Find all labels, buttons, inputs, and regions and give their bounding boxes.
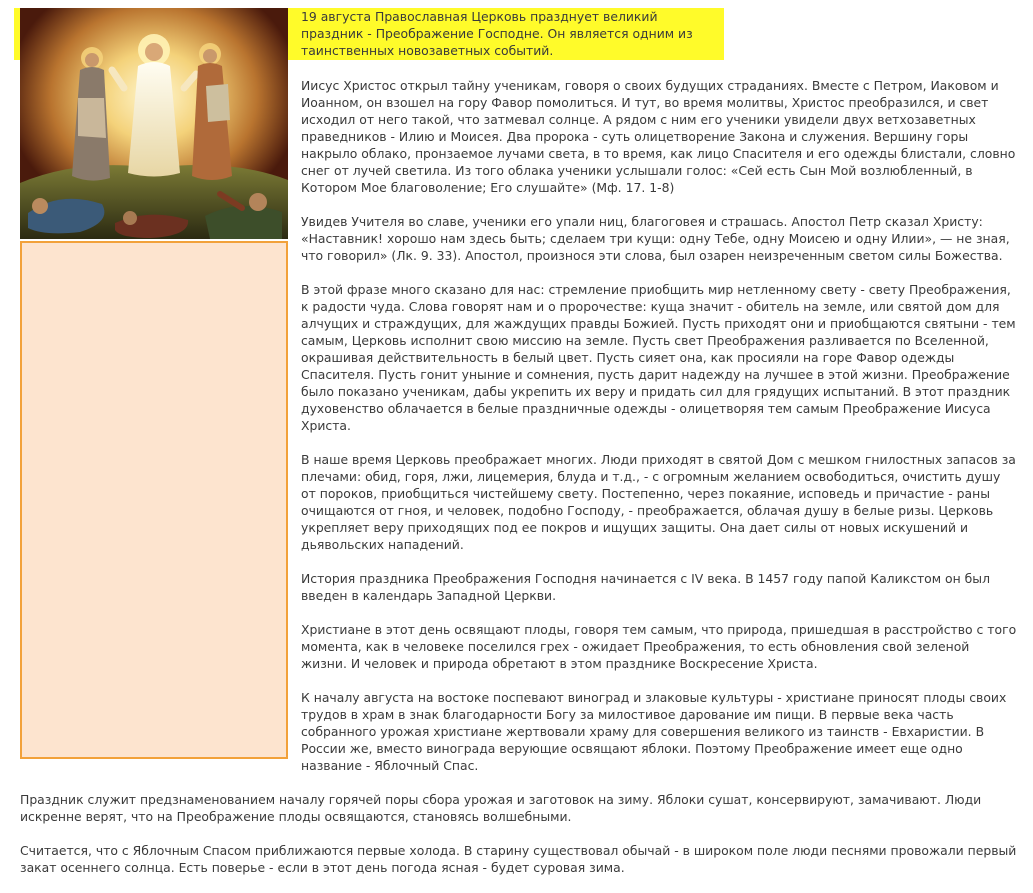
- article-sidebar: [20, 8, 292, 759]
- article-paragraph: К началу августа на востоке поспевают виноград и злаковые культуры - христиане приносят плоды своих трудов в храм в знак благодарности Богу за милостивое дарование им пищи. В первые века часть собранного урожая христиане жертвовали храму для совершения великого из таинств - Евхаристии. В России же, вместо винограда верующие освящают яблоки. Поэтому Преображение имеет еще одно название - Яблочный Спас.: [301, 690, 1007, 773]
- article-paragraph: Христиане в этот день освящают плоды, говоря тем самым, что природа, пришедшая в расстройство с того момента, как в человеке поселился грех - ожидает Преображения, то есть обновления свой зеленой жизни. И человек и природа обретают в этом празднике Воскресение Христа.: [301, 622, 1017, 671]
- article-paragraph: В этой фразе много сказано для нас: стремление приобщить мир нетленному свету - свету Преображения, к радости чуда. Слова говорят нам и о пророчестве: куща значит - обитель на земле, или святой дом для алчущих и страждущих, для жаждущих правды Божией. Пусть приходят они и приобщаются святыни - тем самым, Церковь исполнит свою миссию на земле. Пусть свет Преображения разливается по Вселенной, окрашивая действительность в белый цвет. Пусть сияет она, как просияли на горе Фавор одежды Спасителя. Пусть гонит уныние и сомнения, пусть дарит надежду на лучшее в этой жизни. Преображение было показано ученикам, дабы укрепить их веру и придать сил для грядущих испытаний. В этот праздник духовенство облачается в белые праздничные одежды - олицетворяя тем самым Преображение Иисуса Христа.: [301, 282, 1016, 433]
- article-paragraph: В наше время Церковь преображает многих. Люди приходят в святой Дом с мешком гнилостных запасов за плечами: обид, горя, лжи, лицемерия, блуда и т.д., - с огромным желанием освободиться, очистить душу от пороков, приобщиться чистейшему свету. Постепенно, через покаяние, исповедь и причастие - раны очищаются от гноя, и человек, подобно Господу, - преображается, облачая душу в белые ризы. Церковь укрепляет веру приходящих под ее покров и ищущих защиты. Она дает силы от новых искушений и дьявольских нападений.: [301, 452, 1016, 552]
- article-paragraph: Считается, что с Яблочным Спасом приближаются первые холода. В старину существовал обычай - в широком поле люди песнями провожали первый закат осеннего солнца. Есть поверье - если в этот день погода ясная - будет суровая зима.: [20, 843, 1017, 875]
- article: [20, 8, 1018, 893]
- ad-placeholder-box: [20, 241, 288, 759]
- article-paragraph: Увидев Учителя во славе, ученики его упали ниц, благоговея и страшась. Апостол Петр сказал Христу: «Наставник! хорошо нам здесь быть; сделаем три кущи: одну Тебе, одну Моисею и одну Илии», — не зная, что говорил» (Лк. 9. 33). Апостол, произнося эти слова, был озарен неизреченным светом силы Божества.: [301, 214, 1010, 263]
- intro-paragraph-highlighted: 19 августа Православная Церковь празднует великий праздник - Преображение Господне. Он является одним из таинственных новозаветных событий.: [14, 8, 724, 60]
- article-paragraph: Праздник служит предзнаменованием началу горячей поры сбора урожая и заготовок на зиму. Яблоки сушат, консервируют, замачивают. Люди искренне верят, что на Преображение плоды освящаются, становясь волшебными.: [20, 792, 982, 824]
- icon-painting: [20, 8, 288, 239]
- article-paragraph: История праздника Преображения Господня начинается с IV века. В 1457 году папой Каликстом он был введен в календарь Западной Церкви.: [301, 571, 991, 603]
- transfiguration-icon: [20, 8, 288, 239]
- article-paragraph: Иисус Христос открыл тайну ученикам, говоря о своих будущих страданиях. Вместе с Петром, Иаковом и Иоанном, он взошел на гору Фавор помолиться. И тут, во время молитвы, Христос преобразился, и свет исходил от него такой, что затмевал солнце. А рядом с ним его ученики увидели двух ветхозаветных праведников - Илию и Моисея. Два пророка - суть олицетворение Закона и служения. Вершину горы накрыло облако, пронзаемое лучами света, в то время, как лицо Спасителя и его одежды блистали, словно снег от лучей светила. Из того облака ученики услышали голос: «Сей есть Сын Мой возлюбленный, в Котором Мое благоволение; Его слушайте» (Мф. 17. 1-8): [301, 78, 1016, 195]
